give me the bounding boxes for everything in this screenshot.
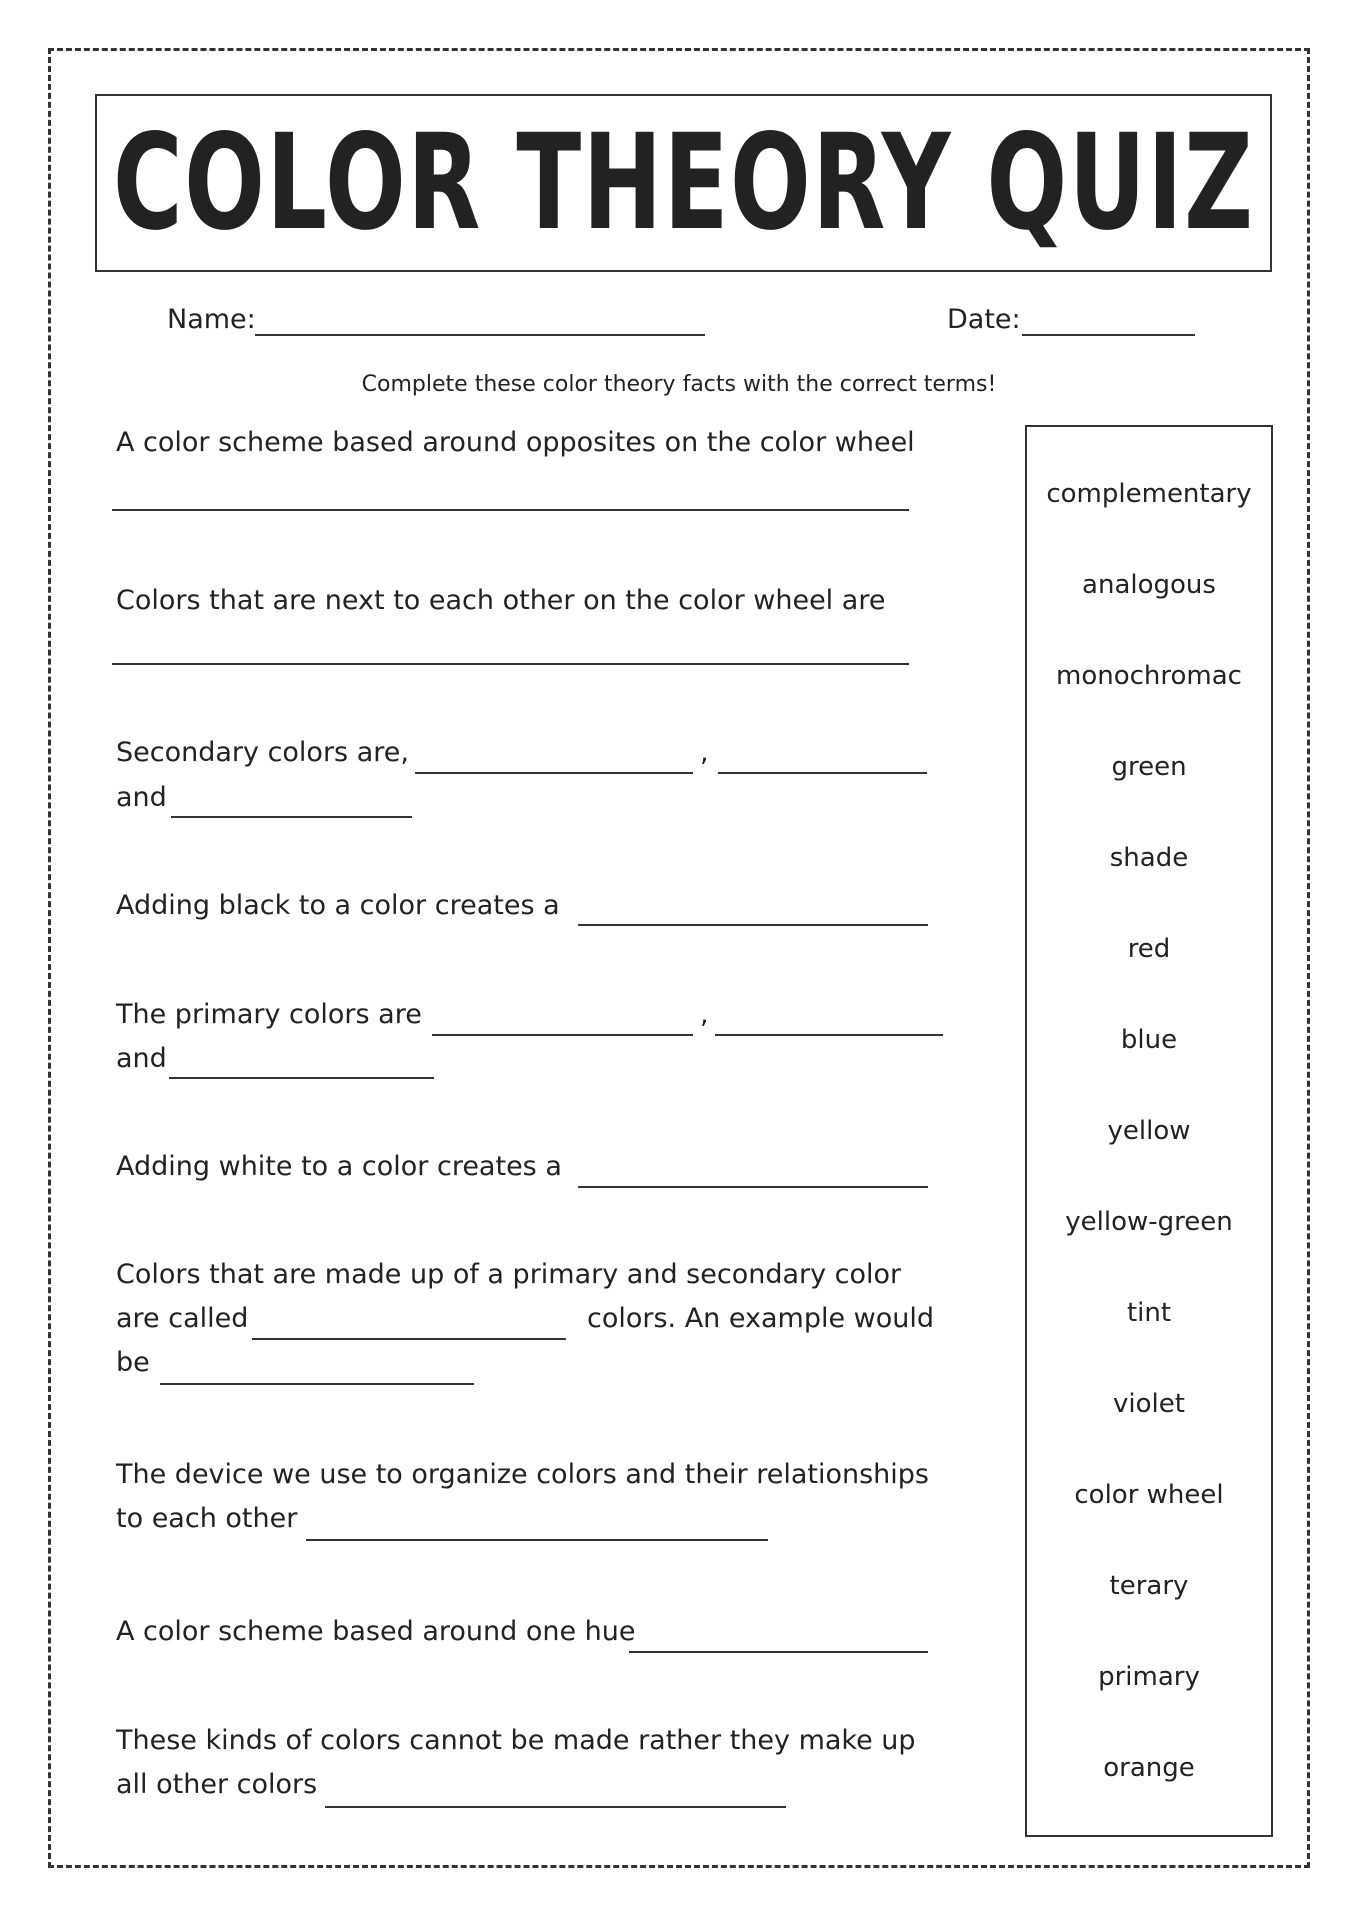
question-5-answer-line-2[interactable]: [715, 1034, 943, 1036]
question-4-answer-line[interactable]: [578, 924, 928, 926]
question-6-answer-line[interactable]: [578, 1186, 928, 1188]
question-2-text: Colors that are next to each other on the color wheel are: [116, 585, 886, 616]
instructions: Complete these color theory facts with the correct terms!: [361, 372, 997, 397]
question-1-text: A color scheme based around opposites on the color wheel: [116, 427, 915, 458]
question-7-text: Colors that are made up of a primary and secondary color: [116, 1259, 902, 1290]
word-bank-item: yellow: [1107, 1116, 1191, 1146]
question-5-and: and: [116, 1043, 167, 1074]
question-3-and: and: [116, 782, 167, 813]
question-10-line2: all other colors: [116, 1769, 318, 1800]
question-5-answer-line-3[interactable]: [169, 1077, 434, 1079]
word-bank-item: primary: [1098, 1662, 1200, 1692]
question-3-answer-line-3[interactable]: [171, 816, 412, 818]
question-5-comma: ,: [700, 999, 709, 1030]
word-bank-item: shade: [1109, 843, 1189, 873]
question-8-text: The device we use to organize colors and their relationships: [116, 1459, 929, 1490]
question-8-answer-line[interactable]: [306, 1539, 768, 1541]
question-4-text: Adding black to a color creates a: [116, 890, 560, 921]
name-label: Name:: [167, 304, 256, 335]
question-9-text: A color scheme based around one hue: [116, 1616, 636, 1647]
question-5-answer-line-1[interactable]: [432, 1034, 693, 1036]
word-bank-item: green: [1111, 752, 1187, 782]
question-3-answer-line-1[interactable]: [415, 772, 693, 774]
page-title: COLOR THEORY QUIZ: [112, 106, 1255, 260]
word-bank: [1025, 425, 1273, 1837]
word-bank-item: analogous: [1082, 570, 1216, 600]
word-bank-item: tint: [1126, 1298, 1172, 1328]
question-7-are-called: are called: [116, 1303, 249, 1334]
question-7-example-text: colors. An example would: [587, 1303, 935, 1334]
question-7-answer-line-2[interactable]: [160, 1383, 474, 1385]
word-bank-item: orange: [1103, 1753, 1195, 1783]
title-box: [95, 94, 1272, 272]
word-bank-item: yellow-green: [1065, 1207, 1233, 1237]
question-6-text: Adding white to a color creates a: [116, 1151, 562, 1182]
question-10-answer-line[interactable]: [325, 1806, 786, 1808]
word-bank-item: color wheel: [1074, 1480, 1224, 1510]
question-3-comma: ,: [700, 737, 709, 768]
word-bank-item: complementary: [1046, 479, 1252, 509]
question-9-answer-line[interactable]: [629, 1651, 928, 1653]
word-bank-item: terary: [1109, 1571, 1189, 1601]
word-bank-item: blue: [1120, 1025, 1178, 1055]
question-2-answer-line[interactable]: [112, 663, 909, 665]
question-8-line2: to each other: [116, 1503, 298, 1534]
question-5-text: The primary colors are: [116, 999, 422, 1030]
name-field[interactable]: [255, 334, 705, 336]
question-10-text: These kinds of colors cannot be made rather they make up: [116, 1725, 916, 1756]
word-bank-item: violet: [1113, 1389, 1185, 1419]
question-7-answer-line-1[interactable]: [252, 1338, 566, 1340]
question-3-answer-line-2[interactable]: [718, 772, 927, 774]
question-3-text: Secondary colors are,: [116, 737, 409, 768]
word-bank-item: red: [1127, 934, 1171, 964]
question-1-answer-line[interactable]: [112, 509, 909, 511]
word-bank-item: monochromac: [1056, 661, 1242, 691]
question-7-be: be: [116, 1347, 150, 1378]
date-label: Date:: [947, 304, 1021, 335]
date-field[interactable]: [1022, 334, 1195, 336]
